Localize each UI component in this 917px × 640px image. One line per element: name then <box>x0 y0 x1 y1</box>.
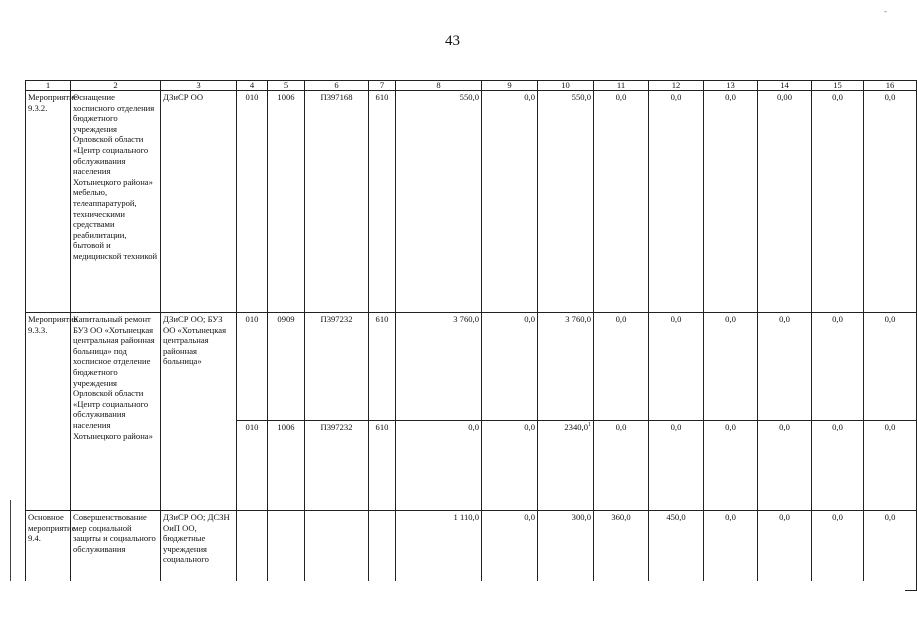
cell-c7: 610 <box>369 421 396 511</box>
page-bottom-mask <box>0 581 905 640</box>
header-cell: 5 <box>268 81 305 91</box>
header-cell: 2 <box>71 81 161 91</box>
cell-c7: 610 <box>369 313 396 421</box>
cell-c4: 010 <box>237 91 268 313</box>
cell-c13: 0,0 <box>704 91 758 313</box>
cell-c5 <box>268 511 305 591</box>
cell-c10: 3 760,0 <box>538 313 594 421</box>
cell-c13: 0,0 <box>704 421 758 511</box>
cell-c8: 550,0 <box>396 91 482 313</box>
header-cell: 9 <box>482 81 538 91</box>
footnote-mark: 1 <box>588 422 591 429</box>
cell-c16: 0,0 <box>864 91 917 313</box>
header-cell: 4 <box>237 81 268 91</box>
cell-c13: 0,0 <box>704 313 758 421</box>
cell-c5: 0909 <box>268 313 305 421</box>
cell-c6: П397168 <box>305 91 369 313</box>
cell-c11: 0,0 <box>594 421 649 511</box>
cell-c8: 1 110,0 <box>396 511 482 591</box>
cell-c5: 1006 <box>268 91 305 313</box>
cell-c15: 0,0 <box>812 421 864 511</box>
measure-code: Мероприятие 9.3.3. <box>26 313 71 511</box>
cell-c14: 0,0 <box>758 511 812 591</box>
cell-c10: 300,0 <box>538 511 594 591</box>
cell-c11: 0,0 <box>594 91 649 313</box>
cell-c13: 0,0 <box>704 511 758 591</box>
header-cell: 1 <box>26 81 71 91</box>
executor-org: ДЗиСР ОО <box>161 91 237 313</box>
cell-c15: 0,0 <box>812 511 864 591</box>
cell-c7: 610 <box>369 91 396 313</box>
budget-table <box>25 80 917 591</box>
header-cell: 14 <box>758 81 812 91</box>
measure-code: Основное мероприятие 9.4. <box>26 511 71 591</box>
cell-c10 <box>538 421 594 511</box>
cell-c8: 3 760,0 <box>396 313 482 421</box>
header-row <box>26 81 917 91</box>
cell-c14: 0,0 <box>758 421 812 511</box>
header-cell: 16 <box>864 81 917 91</box>
executor-org: ДЗиСР ОО; БУЗ ОО «Хотынецкая центральная районная больница» <box>161 313 237 511</box>
header-cell: 8 <box>396 81 482 91</box>
cell-c4: 010 <box>237 313 268 421</box>
header-cell: 11 <box>594 81 649 91</box>
measure-name: Оснащение хосписного отделения бюджетного учреждения Орловской области «Центр социального обслуживания населения Хотынецкого района» мебелью, телеаппаратурой, техническими средствами реабилитации, бытовой и медицинской техникой <box>71 91 161 313</box>
cell-c14: 0,00 <box>758 91 812 313</box>
measure-code: Мероприятие 9.3.2. <box>26 91 71 313</box>
measure-name: Капитальный ремонт БУЗ ОО «Хотынецкая центральная районная больница» под хосписное отделение бюджетного учреждения Орловской области «Центр социального обслуживания населения Хотынецкого района» <box>71 313 161 511</box>
header-cell: 12 <box>649 81 704 91</box>
measure-name: Совершенствование мер социальной защиты и социального обслуживания <box>71 511 161 591</box>
cell-c9: 0,0 <box>482 313 538 421</box>
header-cell: 10 <box>538 81 594 91</box>
cell-c4 <box>237 511 268 591</box>
cell-c6: П397232 <box>305 421 369 511</box>
cell-c11: 360,0 <box>594 511 649 591</box>
cell-c16: 0,0 <box>864 421 917 511</box>
cell-c16: 0,0 <box>864 511 917 591</box>
cell-c8: 0,0 <box>396 421 482 511</box>
cell-c9: 0,0 <box>482 511 538 591</box>
cell-c16: 0,0 <box>864 313 917 421</box>
executor-org: ДЗиСР ОО; ДСЗН ОиП ОО, бюджетные учреждения социального <box>161 511 237 591</box>
cell-c9: 0,0 <box>482 91 538 313</box>
cell-c5: 1006 <box>268 421 305 511</box>
cell-c7 <box>369 511 396 591</box>
cell-c14: 0,0 <box>758 313 812 421</box>
cell-c12: 0,0 <box>649 91 704 313</box>
table-row <box>26 511 917 591</box>
header-cell: 15 <box>812 81 864 91</box>
cell-c11: 0,0 <box>594 313 649 421</box>
header-cell: 3 <box>161 81 237 91</box>
table-row <box>26 313 917 421</box>
header-cell: 7 <box>369 81 396 91</box>
cell-c15: 0,0 <box>812 91 864 313</box>
cell-c15: 0,0 <box>812 313 864 421</box>
header-cell: 6 <box>305 81 369 91</box>
cell-c10: 550,0 <box>538 91 594 313</box>
corner-mark: - <box>884 6 887 16</box>
cell-c12: 0,0 <box>649 313 704 421</box>
cell-c6 <box>305 511 369 591</box>
page-number: 43 <box>445 33 460 49</box>
cell-c10-value: 2340,0 <box>564 422 588 432</box>
cell-c4: 010 <box>237 421 268 511</box>
header-cell: 13 <box>704 81 758 91</box>
table-row <box>26 91 917 313</box>
cell-c6: П397232 <box>305 313 369 421</box>
cell-c9: 0,0 <box>482 421 538 511</box>
cell-c12: 0,0 <box>649 421 704 511</box>
cell-c12: 450,0 <box>649 511 704 591</box>
